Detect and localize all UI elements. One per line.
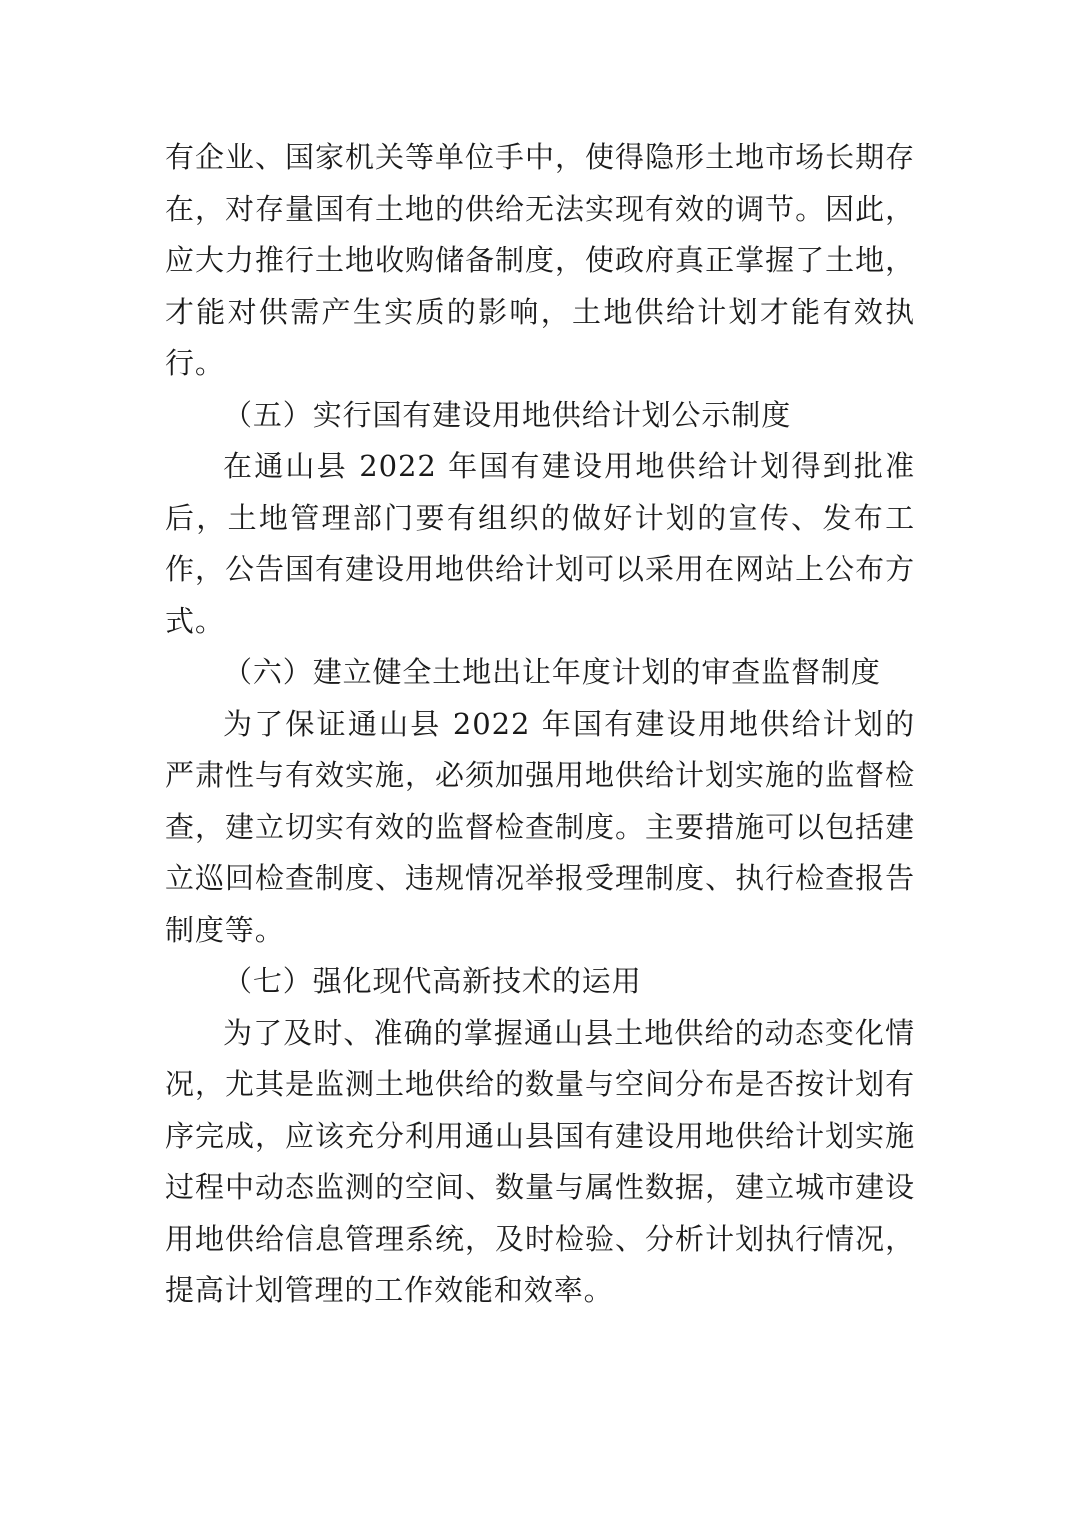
- section-heading-5: （五）实行国有建设用地供给计划公示制度: [223, 397, 792, 432]
- section-heading-7: （七）强化现代高新技术的运用: [223, 964, 642, 998]
- paragraph-section-6: 为了保证通山县 2022 年国有建设用地供给计划的严肃性与有效实施，必须加强用地供给计划实施的监督检查，建立切实有效的监督检查制度。主要措施可以包括建立巡回检查制度、违规情况举报受理制度、执行检查报告制度等。: [165, 706, 915, 947]
- paragraph-section-7: 为了及时、准确的掌握通山县土地供给的动态变化情况，尤其是监测土地供给的数量与空间分布是否按计划有序完成，应该充分利用通山县国有建设用地供给计划实施过程中动态监测的空间、数量与属性数据，建立城市建设用地供给信息管理系统，及时检验、分析计划执行情况，提高计划管理的工作效能和效率。: [165, 1015, 915, 1307]
- section-heading-6: （六）建立健全土地出让年度计划的审查监督制度: [223, 655, 881, 689]
- document-body: [165, 132, 915, 1317]
- paragraph-section-5: 在通山县 2022 年国有建设用地供给计划得到批准后，土地管理部门要有组织的做好计划的宣传、发布工作，公告国有建设用地供给计划可以采用在网站上公布方式。: [165, 449, 915, 638]
- paragraph-continued: 有企业、国家机关等单位手中，使得隐形土地市场长期存在，对存量国有土地的供给无法实现有效的调节。因此，应大力推行土地收购储备制度，使政府真正掌握了土地，才能对供需产生实质的影响，土地供给计划才能有效执行。: [165, 140, 915, 380]
